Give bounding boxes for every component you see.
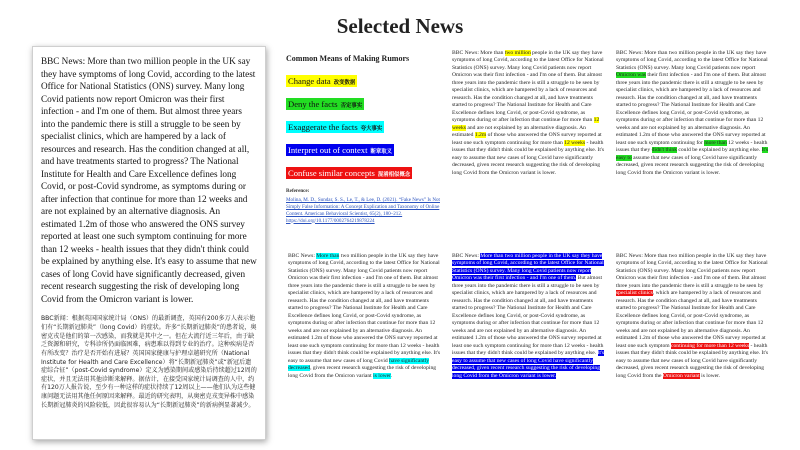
highlight-deny: Omicron was xyxy=(616,72,646,79)
panel-text xyxy=(616,50,770,177)
legend-row-confuse xyxy=(286,163,444,186)
highlight-confuse: continuing for more than 12 weeks xyxy=(671,342,750,349)
legend-row-exaggerate xyxy=(286,117,444,140)
text-segment: , which are hampered by a lack of resources and research. Has the condition changed at all, and have treatments started to progress? The National Institute for Health and Care Excellence defines long Covid, or post-Covid syndrome, as symptoms during or after infection that continue for more than 12 weeks and are not explained by an alternative diagnosis. An estimated 1.2m of those who answered the ONS survey reported at least one such symptom xyxy=(616,290,766,349)
text-segment: , given recent research suggesting the risk of developing long Covid from the Omicron variant xyxy=(288,365,437,379)
text-segment: - health issues that they didn't think could be explained by anything else. It's easy to assume that new cases of long Covid have significantly decreased, given recent research suggesting the risk of developing long Covid from the Omicron variant is lower. xyxy=(452,139,605,176)
legend-items xyxy=(286,71,444,186)
text-segment: is lower. xyxy=(699,372,721,379)
news-panel-interpret-out-of-context xyxy=(452,253,606,439)
legend-row-deny xyxy=(286,94,444,117)
highlight-exaggerate: have significantly decreased xyxy=(288,357,430,372)
text-segment: assume that new cases of long Covid have significantly decreased, given recent research suggesting the risk of developing long Covid from the Omicron variant is lower. xyxy=(616,154,765,176)
legend-item-interpret xyxy=(286,144,394,156)
highlight-change: 12 weeks xyxy=(452,117,600,131)
legend-label-chinese: 否定事实 xyxy=(340,103,363,109)
rumor-means-legend xyxy=(286,54,444,224)
highlight-exaggerate: is lower xyxy=(373,372,391,379)
text-segment: BBC News: xyxy=(452,253,481,259)
reference-title: Reference: xyxy=(286,188,310,194)
news-panel-exaggerate-facts xyxy=(288,253,442,439)
highlight-interpret: More than two million people in the UK say they have symptoms of long Covid, according to the latest Office for National Statistics (ONS) survey. Many long Covid patients now report Omicron was their first infection - and I'm one of them. xyxy=(452,253,604,282)
legend-label-chinese: 夸大事实 xyxy=(360,126,383,132)
text-segment: - health issues that they didn't think could be explained by anything else. It's easy to assume that new cases of long Covid have significantly decreased, given recent research suggesting the risk of developing long Covid from the xyxy=(616,342,769,379)
legend-item-deny xyxy=(286,98,364,110)
news-text-chinese: BBC新闻：根据英国国家统计局（ONS）的最新调查，英国有200多万人表示他们有“长期新冠肺炎”（long Covid）的症状。许多“长期新冠肺炎”的患者说，奥密克戎是他们的第一次感染，而我就是其中之一。但在大流行近三年后，由于缺乏资源和研究，专科诊所仍面临困难，病患难以得到专业的治疗。这种疾病是否有所改变？治疗是否开始有进展？英国国家健康与护理卓越研究所（National Institute for Health and Care Excellence）将“长期新冠肺炎”或“新冠后遗症综合征”（post-Covid syndrome）定义为感染期间或感染后持续超过12周的症状，并且无法用其他诊断来解释。据估计，在接受国家统计局调查的人中，约有120万人报告说，至少有一种这样的症状持续了12周以上——他们认为这些健康问题无法用其他任何原因来解释。最近的研究表明，从奥密克戎变异株中感染长期新冠肺炎的风险较低，因此很容易认为“长期新冠肺炎”的新病例显著减少。 xyxy=(41,315,257,409)
legend-label-chinese: 断章取义 xyxy=(370,149,393,155)
legend-item-exaggerate xyxy=(286,121,384,133)
reference xyxy=(286,188,444,224)
text-segment: BBC News: More than two million people in the UK say they have symptoms of long Covid, according to the latest Office for National Statistics (ONS) survey. Many long Covid patients now report Omicron was their first infection - and I'm one of them. But almost three years into the pandemic there is still a struggle to be seen by xyxy=(616,253,768,289)
legend-label: Confuse similar concepts xyxy=(288,168,375,178)
highlight-confuse: specialist clinics xyxy=(616,290,653,297)
legend-item-confuse xyxy=(286,167,412,179)
highlight-confuse: Omicron variant xyxy=(662,372,700,379)
panel-text xyxy=(616,253,770,380)
legend-label: Deny the facts xyxy=(288,99,338,109)
news-panel-deny-facts xyxy=(616,50,770,236)
legend-title: Common Means of Making Rumors xyxy=(286,54,410,63)
panel-text xyxy=(452,50,606,177)
legend-label: Exaggerate the facts xyxy=(288,122,358,132)
legend-row-change xyxy=(286,71,444,94)
highlight-interpret: It's easy to assume that new cases of long Covid have significantly decreased, given recent research suggesting the risk of developing long Covid from the Omicron variant is lower. xyxy=(452,350,605,379)
highlight-change: 12 weeks xyxy=(564,139,586,146)
panel-text xyxy=(288,253,442,380)
legend-label: Change data xyxy=(288,76,331,86)
original-news-card xyxy=(32,46,266,440)
legend-item-change xyxy=(286,75,357,87)
legend-label: Interpret out of context xyxy=(288,145,368,155)
reference-link[interactable]: Molina, M. D., Sundar, S. S., Le, T., & Lee, D. (2021). “Fake News” Is Not Simply False Information: A Concept Explication and Taxonomy of Online Content. American Behavioral Scientist, 65(2), 180–212. https://doi.org/10.1177/0002764219878224 xyxy=(286,196,440,224)
news-panel-confuse-concepts xyxy=(616,253,770,439)
text-segment: BBC News: More than two million people in the UK say they have symptoms of long Covid, according to the latest Office for National Statistics (ONS) survey. Many long Covid patients now report xyxy=(616,50,768,71)
text-segment: 12 weeks - health issues that they xyxy=(616,139,768,154)
text-segment: BBC News: xyxy=(288,253,317,259)
text-segment: and are not explained by an alternative diagnosis. An estimated xyxy=(452,124,586,139)
text-segment: . xyxy=(390,372,393,379)
highlight-deny: It's easy to xyxy=(616,147,769,161)
text-segment: But almost three years into the pandemic there is still a struggle to be seen by specialist clinics, which are hampered by a lack of resources and research. Has the condition changed at all, and have treatments started to progress? The National Institute for Health and Care Excellence defines long Covid, or post-Covid syndrome, as symptoms during or after infection that continue for more than 12 weeks and are not explained by an alternative diagnosis. An estimated 1.2m of those who answered the ONS survey reported at least one such symptom continuing for more than 12 weeks - health issues that they didn't think could be explained by anything else. xyxy=(452,275,604,357)
text-segment: of those who answered the ONS survey reported at least one such symptom continuing for more than xyxy=(452,132,602,146)
highlight-exaggerate: More than xyxy=(316,253,340,259)
news-text-english: BBC News: More than two million people in the UK say they have symptoms of long Covid, according to the latest Office for National Statistics (ONS) survey. Many long Covid patients now report Omicron was their first infection - and I'm one of them. But almost three years into the pandemic there is still a struggle to be seen by specialist clinics, which are hampered by a lack of resources and research. Has the condition changed at all, and have treatments started to progress? The National Institute for Health and Care Excellence defines long Covid, or post-Covid syndrome, as symptoms during or after infection that continue for more than 12 weeks and are not explained by an alternative diagnosis. An estimated 1.2m of those who answered the ONS survey reported at least one such symptom continuing for more than 12 weeks - health issues that they didn't think could be explained by anything else. It's easy to assume that new cases of long Covid have significantly decreased, given recent research suggesting the risk of developing long Covid from the Omicron variant is lower. xyxy=(41,56,257,304)
text-segment: people in the UK say they have symptoms of long Covid, according to the latest Office for National Statistics (ONS) survey. Many long Covid patients now report Omicron was their first infection - and I'm one of them. But almost three years into the pandemic there is still a struggle to be seen by specialist clinics, which are hampered by a lack of resources and research. Has the condition changed at all, and have treatments started to progress? The National Institute for Health and Care Excellence defines long Covid, or post-Covid syndrome, as symptoms during or after infection that continue for more than xyxy=(452,50,604,124)
legend-row-interpret xyxy=(286,140,444,163)
text-segment: two million people in the UK say they have symptoms of long Covid, according to the latest Office for National Statistics (ONS) survey. Many long Covid patients now report Omicron was their first infection - and I'm one of them. But almost three years into the pandemic there is still a struggle to be seen by specialist clinics, which are hampered by a lack of resources and research. Has the condition changed at all, and have treatments started to progress? The National Institute for Health and Care Excellence defines long Covid, or post-Covid syndrome, as symptoms during or after infection that continue for more than 12 weeks and are not explained by an alternative diagnosis. An estimated 1.2m of those who answered the ONS survey reported at least one such symptom continuing for more than 12 weeks - health issues that they didn't think could be explained by anything else. It's easy to assume that new cases of long Covid xyxy=(288,253,441,364)
legend-label-chinese: 混淆相似概念 xyxy=(377,172,411,178)
page-title: Selected News xyxy=(336,14,464,38)
legend-label-chinese: 改变数据 xyxy=(333,80,356,86)
highlight-deny: didn't think xyxy=(651,147,677,154)
highlight-deny: more than xyxy=(704,139,727,146)
text-segment: BBC News: More than xyxy=(452,50,505,56)
highlight-change: two million xyxy=(504,50,531,56)
news-panel-change-data xyxy=(452,50,606,236)
text-segment: their first infection - and I'm one of them. But almost three years into the pandemic there is still a struggle to be seen by specialist clinics, which are hampered by a lack of resources and research. Has the condition changed at all, and have treatments started to progress? The National Institute for Health and Care Excellence defines long Covid, or post-Covid syndrome, as symptoms during or after infection that continue for more than 12 weeks and are not explained by an alternative diagnosis. An estimated 1.2m of those who answered the ONS survey reported at least one such symptom continuing for xyxy=(616,72,766,146)
text-segment: could be explained by anything else. xyxy=(677,147,762,154)
highlight-change: 1.2m xyxy=(474,132,487,139)
panel-text xyxy=(452,253,606,380)
